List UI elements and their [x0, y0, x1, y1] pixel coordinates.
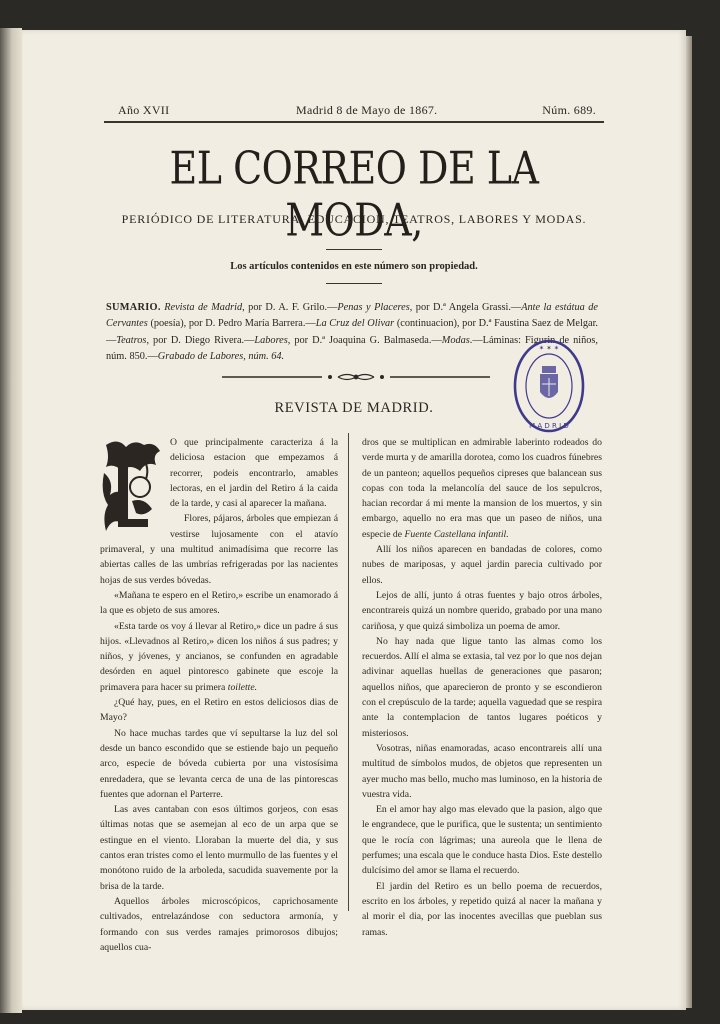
divider-rule — [326, 249, 382, 250]
column-divider — [348, 433, 349, 911]
newspaper-title: EL CORREO DE LA MODA, — [169, 142, 539, 246]
article-left-column — [100, 435, 338, 955]
article-paragraph: No hay nada que ligue tanto las almas como los recuerdos. Allí el alma se extasia, tal vez por lo que nos dejan adivinar aquellas huellas de generaciones que pasaron; aquellos niños, que aparecieron de pronto y se escondieron con el crepúsculo de la tarde; aquella vaguedad que se respira ante la contemplacion de tantos lugares poéticos y misteriosos. — [362, 635, 602, 739]
article-paragraph: Flores, pájaros, árboles que empiezan á vestirse lujosamente con el atavío primaveral, y una multitud animadísima que recorre las abiertas calles de las umbrías refrigeradas por las nacientes hojas de sus verdes bóvedas. — [100, 513, 338, 586]
sumario-item: Labores — [254, 334, 288, 346]
sumario-item: , por D.ª Joaquina G. Balmaseda.— — [287, 334, 442, 346]
sumario-item: Revista de Madrid — [160, 302, 243, 313]
ornament-divider — [222, 372, 490, 382]
article-paragraph: O que principalmente caracteriza á la deliciosa estacion que empezamos á recorrer, podeis encontrarlo, amables lectoras, en el jardin del Retiro á la caida de la tarde, y casi al aparecer la mañana. — [170, 437, 338, 510]
sumario-item: , por D.ª Angela Grassi.— — [409, 302, 522, 313]
book-binding — [0, 28, 22, 1013]
article-text: dros que se multiplican en admirable laberinto rodeados do verde murta y de amarilla dorotea, como los cuadros fúnebres de un panteon; aquellos pequeños cipreses que balancean sus copas con toda la melancolía del sauce de los sepulcros, hacian recordar á mi mente la mansion de los muertos, y sin embargo, aquello no era mas que un paseo de niños, una especie de — [362, 437, 602, 540]
masthead-date: Madrid 8 de Mayo de 1867. — [296, 103, 438, 117]
sumario-item: Penas y Placeres — [337, 302, 410, 313]
sumario-item: (continuacion), por D.ª Faustina Saez de Melgar.— — [106, 318, 599, 346]
article-paragraph: El jardin del Retiro es un bello poema de recuerdos, escrito en los árboles, y repetido quizá al nacer la mañana y al morir el dia, por las inocentes avecillas que pueblan sus ramas. — [362, 880, 602, 938]
newspaper-subtitle: PERIÓDICO DE LITERATURA, EDUCACION, TEATROS, LABORES Y MODAS. — [121, 212, 587, 226]
article-paragraph — [100, 619, 338, 695]
library-stamp — [512, 338, 586, 434]
sumario-item: , por D. A. F. Grilo.— — [242, 302, 338, 313]
divider-rule-2 — [326, 283, 382, 284]
sumario-label: SUMARIO. — [106, 302, 161, 313]
sumario-item: Teatros — [116, 334, 147, 346]
masthead — [104, 103, 604, 121]
article-paragraph: Aquellos árboles microscópicos, caprichosamente cultivados, entrelazándose con seductora armonía, y formando con sus verdes ramajes primorosos dibujos; aquellos cua- — [100, 895, 338, 953]
svg-text:✶ ✶ ✶: ✶ ✶ ✶ — [538, 344, 560, 352]
masthead-year: Año XVII — [118, 103, 170, 117]
article-paragraph: Lejos de allí, junto á otras fuentes y bajo otros árboles, encontrareis quizá un nombre querido, grabado por una mano cariñosa, y que quizá simboliza un poema de amor. — [362, 589, 602, 632]
sumario-item: Modas — [441, 334, 470, 346]
article-paragraph: Las aves cantaban con esos últimos gorjeos, con esas últimas notas que se asemejan al eco de un arpa que se estingue en el viento. Lloraban la muerte del dia, y sus cantos eran tristes como el lento murmullo de las fuentes y el monótono ruido de la arboleda, sacudida suavemente por la brisa de la tarde. — [100, 804, 338, 892]
sumario-item: , por D. Diego Rivera.— — [146, 334, 255, 346]
article-paragraph: En el amor hay algo mas elevado que la pasion, algo que le engrandece, que le purifica, que le sustenta; un sentimiento que le rocía con lágrimas; una aureola que le llena de perfumes; una escala que le conduce hasta Dios. Este destello dulcísimo del amor se llama el recuerdo. — [362, 804, 602, 877]
article-paragraph: Allí los niños aparecen en bandadas de colores, como nubes de mariposas, y aquel jardin parecia cultivado por ellos. — [362, 544, 602, 586]
article-italic: Fuente Castellana infantil. — [404, 528, 509, 540]
sumario-item: (poesía), por D. Pedro María Barrera.— — [147, 318, 316, 330]
article-italic: toilette. — [227, 681, 258, 693]
article-paragraph: «Mañana te espero en el Retiro,» escribe un enamorado á la que es objeto de sus amores. — [100, 589, 338, 617]
article-paragraph: No hace muchas tardes que ví sepultarse la luz del sol desde un banco escondido que se estiende bajo un pequeño arco, especie de bóveda cubierta por una vistosísima enredadera, que se levanta cerca de una de las pintorescas fuentes que adornan el Parterre. — [100, 727, 338, 800]
article-paragraph: ¿Qué hay, pues, en el Retiro en estos deliciosos dias de Mayo? — [100, 697, 338, 724]
dropcap-l-icon — [100, 437, 164, 537]
section-title: REVISTA DE MADRID. — [274, 400, 434, 416]
sumario-item: .—Láminas: Figurin de niños, núm. 850.— — [106, 334, 598, 362]
masthead-rule — [104, 121, 604, 123]
masthead-number: Núm. 689. — [542, 103, 596, 117]
svg-text:M A D R I D: M A D R I D — [529, 422, 569, 430]
article-paragraph: Vosotras, niñas enamoradas, acaso encontrareis allí una multitud de símbolos mudos, de objetos que representen un ayer mucho mas bello, mucho mas luminoso, en la historia de vuestra vida. — [362, 742, 602, 800]
sumario-item: La Cruz del Olivar — [315, 318, 395, 330]
article-right-column — [362, 435, 602, 940]
sumario-item: Ante la estátua de Cervantes — [106, 302, 598, 330]
article-text: «Esta tarde os voy á llevar al Retiro,» dice un padre á sus hijos. «Llevadnos al Retiro,» dicen los niños á sus padres; y niños, y jóvenes, y ancianos, se confunden en agradable desórden en aquel pintoresco gabinete que escoje la primavera para hacer su primera — [100, 620, 338, 693]
sumario-item: Grabado de Labores, núm. 64. — [157, 350, 285, 362]
article-paragraph — [362, 435, 602, 542]
property-notice: Los artículos contenidos en este número son propiedad. — [230, 261, 478, 272]
page-edge — [686, 36, 692, 1008]
